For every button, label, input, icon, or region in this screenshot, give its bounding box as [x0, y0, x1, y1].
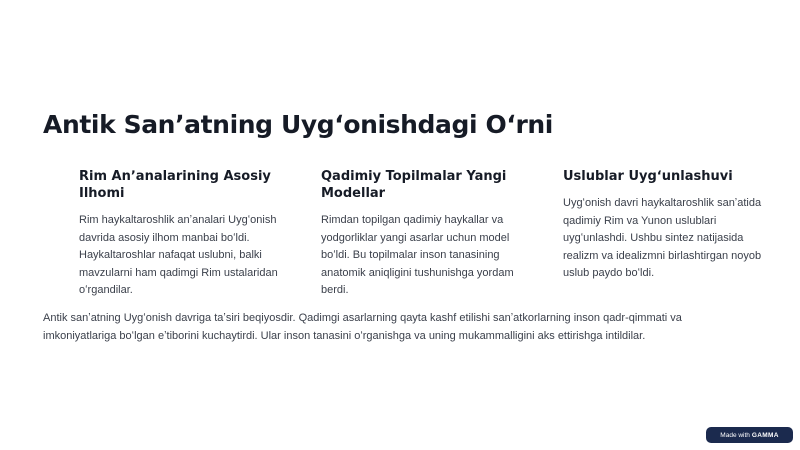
slide-title: Antik Sanʼatning Uygʻonishdagi Oʻrni: [43, 110, 553, 139]
badge-prefix: Made with: [720, 431, 750, 439]
column-body: Rimdan topilgan qadimiy haykallar va yodgorliklar yangi asarlar uchun model boʻldi. Bu topilmalar inson tanasining anatomik aniqligini tushunishga yordam berdi.: [321, 214, 514, 296]
summary-paragraph: Antik sanʼatning Uygʻonish davriga taʼsiri beqiyosdir. Qadimgi asarlarning qayta kashf etilishi sanʼatkorlarning inson qadr-qimmati va imkoniyatlariga boʻlgan eʼtiborini kuchaytirdi. Ular inson tanasini oʻrganishga va uning mukammalligini aks ettirishga intildilar.: [43, 312, 682, 342]
badge-brand: GAMMA: [751, 431, 779, 439]
column-heading: Uslublar Uygʻunlashuvi: [563, 169, 733, 184]
column-heading: Rim Anʼanalarining Asosiy Ilhomi: [79, 169, 271, 201]
column-heading: Qadimiy Topilmalar Yangi Modellar: [321, 169, 507, 201]
column-body: Rim haykaltaroshlik anʼanalari Uygʻonish davrida asosiy ilhom manbai boʻldi. Haykaltaroshlar nafaqat uslubni, balki mavzularni ham qadimgi Rim ustalaridan oʻrgandilar.: [79, 214, 278, 296]
made-with-gamma-badge[interactable]: [706, 427, 793, 443]
column-uslublar-uygunlashuvi: [563, 168, 771, 283]
column-rim-ananalari: [79, 168, 287, 300]
column-qadimiy-topilmalar: [321, 168, 529, 300]
column-body: Uygʻonish davri haykaltaroshlik sanʼatida qadimiy Rim va Yunon uslublari uygʻunlashdi. Ushbu sintez natijasida realizm va idealizmni birlashtirgan noyob uslub paydo boʻldi.: [563, 197, 762, 279]
